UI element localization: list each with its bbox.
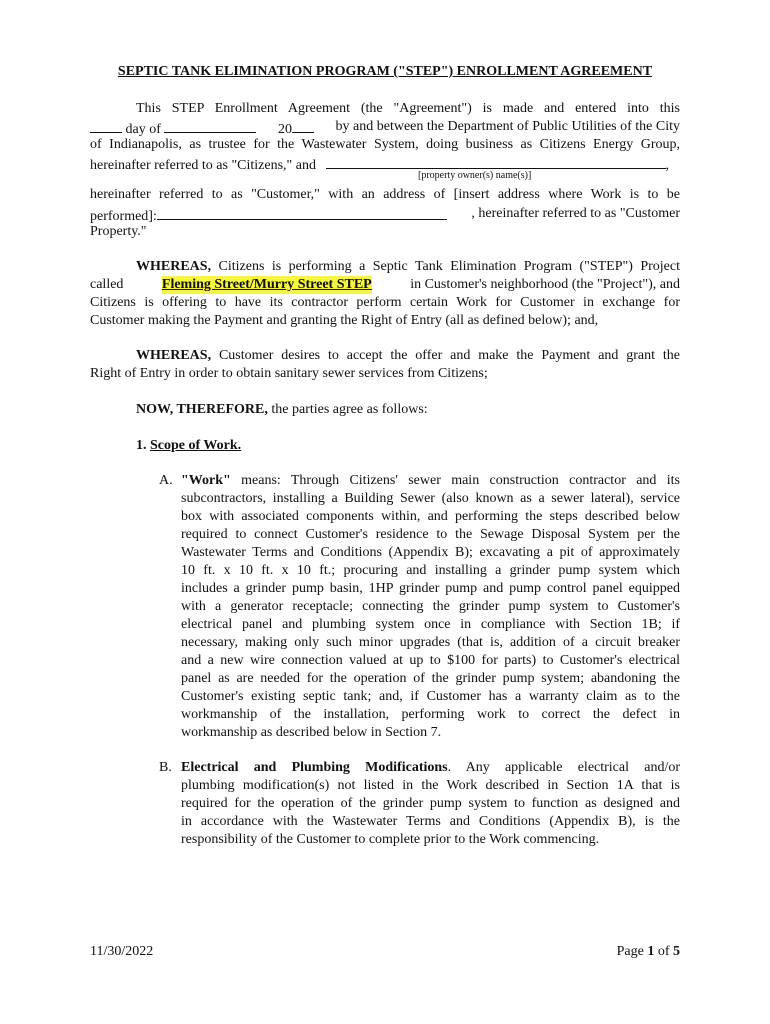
whereas2-line-2: Right of Entry in order to obtain sanitary sewer services from Citizens; — [90, 366, 488, 381]
item-a-line: panel as are needed for the operation of the grinder pump system; abandoning the — [181, 671, 680, 686]
intro-line-2: day of 20 by and between the Department of Public Utilities of the City — [90, 118, 680, 139]
month-blank[interactable] — [164, 118, 256, 133]
item-a-line: box with associated components within, and performing the steps described below — [181, 509, 680, 524]
whereas1-line-2: called Fleming Street/Murry Street STEP in Customer's neighborhood (the "Project"), and — [90, 277, 680, 292]
item-a-line: with a generator receptacle; connecting the grinder pump system to Customer's — [181, 599, 680, 614]
page-number: Page 1 of 5 — [616, 944, 680, 959]
item-a-body — [181, 472, 680, 742]
item-b-line: plumbing modification(s) not listed in the Work described in Section 1A that is — [181, 778, 680, 793]
item-a-line: Customer's existing septic tank; and, if Customer has a warranty claim as to the — [181, 689, 680, 704]
year-blank[interactable] — [292, 118, 314, 133]
intro-line-4: hereinafter referred to as "Citizens," and , — [90, 154, 680, 175]
item-b-line: Electrical and Plumbing Modifications. Any applicable electrical and/or — [181, 760, 681, 775]
now-therefore-line: NOW, THEREFORE, the parties agree as follows: — [136, 402, 428, 417]
whereas1-line-4: Customer making the Payment and granting the Right of Entry (all as defined below); and, — [90, 313, 599, 328]
item-b-body — [181, 759, 680, 849]
item-a-line: necessary, making only such minor upgrades (that is, addition of a circuit breaker — [181, 635, 680, 650]
intro-line-1: This STEP Enrollment Agreement (the "Agreement") is made and entered into this — [136, 101, 680, 116]
item-a-line: required to connect Customer's residence to the Sewage Disposal System per the — [181, 527, 680, 542]
item-a-line: "Work" means: Through Citizens' sewer main construction contractor and its — [181, 473, 680, 488]
project-name-highlight: Fleming Street/Murry Street STEP — [161, 277, 372, 292]
item-b-line: responsibility of the Customer to complete prior to the Work commencing. — [181, 832, 600, 847]
item-a-line: workmanship as described below in Section 7. — [181, 725, 442, 740]
item-b-line: required for the operation of the grinder pump system to function as designed and — [181, 796, 680, 811]
footer-date: 11/30/2022 — [90, 944, 154, 959]
intro-line-6: performed]: , hereinafter referred to as "Customer — [90, 206, 680, 224]
whereas1-line-3: Citizens is offering to have its contractor perform certain Work for Customer in exchange for — [90, 295, 680, 310]
section-1-heading: 1. Scope of Work. — [136, 438, 242, 453]
item-a-line: workmanship of the installation, performing work to correct the defect in — [181, 707, 680, 722]
item-a-line: includes a grinder pump basin, 1HP grinder pump and pump control panel equipped — [181, 581, 680, 596]
document-title: SEPTIC TANK ELIMINATION PROGRAM ("STEP") ENROLLMENT AGREEMENT — [117, 64, 653, 79]
intro-line-7: Property." — [90, 224, 147, 239]
address-blank[interactable] — [157, 205, 447, 220]
day-blank[interactable] — [90, 118, 122, 133]
intro-line-5: hereinafter referred to as "Customer," with an address of [insert address where Work is to be — [90, 187, 680, 202]
item-a-line: 10 ft. x 10 ft. x 10 ft.; procuring and installing a grinder pump system which — [181, 563, 680, 578]
item-a-line: electrical panel and plumbing system once in compliance with Section 1B; if — [181, 617, 680, 632]
item-a-line: and a new wire connection valued at up to $100 for parts) to Customer's electrical — [181, 653, 680, 668]
whereas2-line-1: WHEREAS, Customer desires to accept the offer and make the Payment and grant the — [136, 348, 680, 363]
owner-name-blank[interactable] — [326, 154, 666, 169]
intro-line-3: of Indianapolis, as trustee for the Wastewater System, doing business as Citizens Energy Group, — [90, 137, 680, 152]
whereas1-line-1: WHEREAS, Citizens is performing a Septic Tank Elimination Program ("STEP") Project — [136, 259, 680, 274]
owner-name-caption: [property owner(s) name(s)] — [418, 170, 532, 181]
item-b-letter: B. — [159, 760, 172, 775]
item-b-line: in accordance with the Wastewater Terms and Conditions (Appendix B), is the — [181, 814, 680, 829]
item-a-line: Wastewater Terms and Conditions (Appendix B); excavating a pit of approximately — [181, 545, 680, 560]
item-a-line: subcontractors, installing a Building Sewer (also known as a sewer lateral), service — [181, 491, 680, 506]
item-a-letter: A. — [159, 473, 173, 488]
